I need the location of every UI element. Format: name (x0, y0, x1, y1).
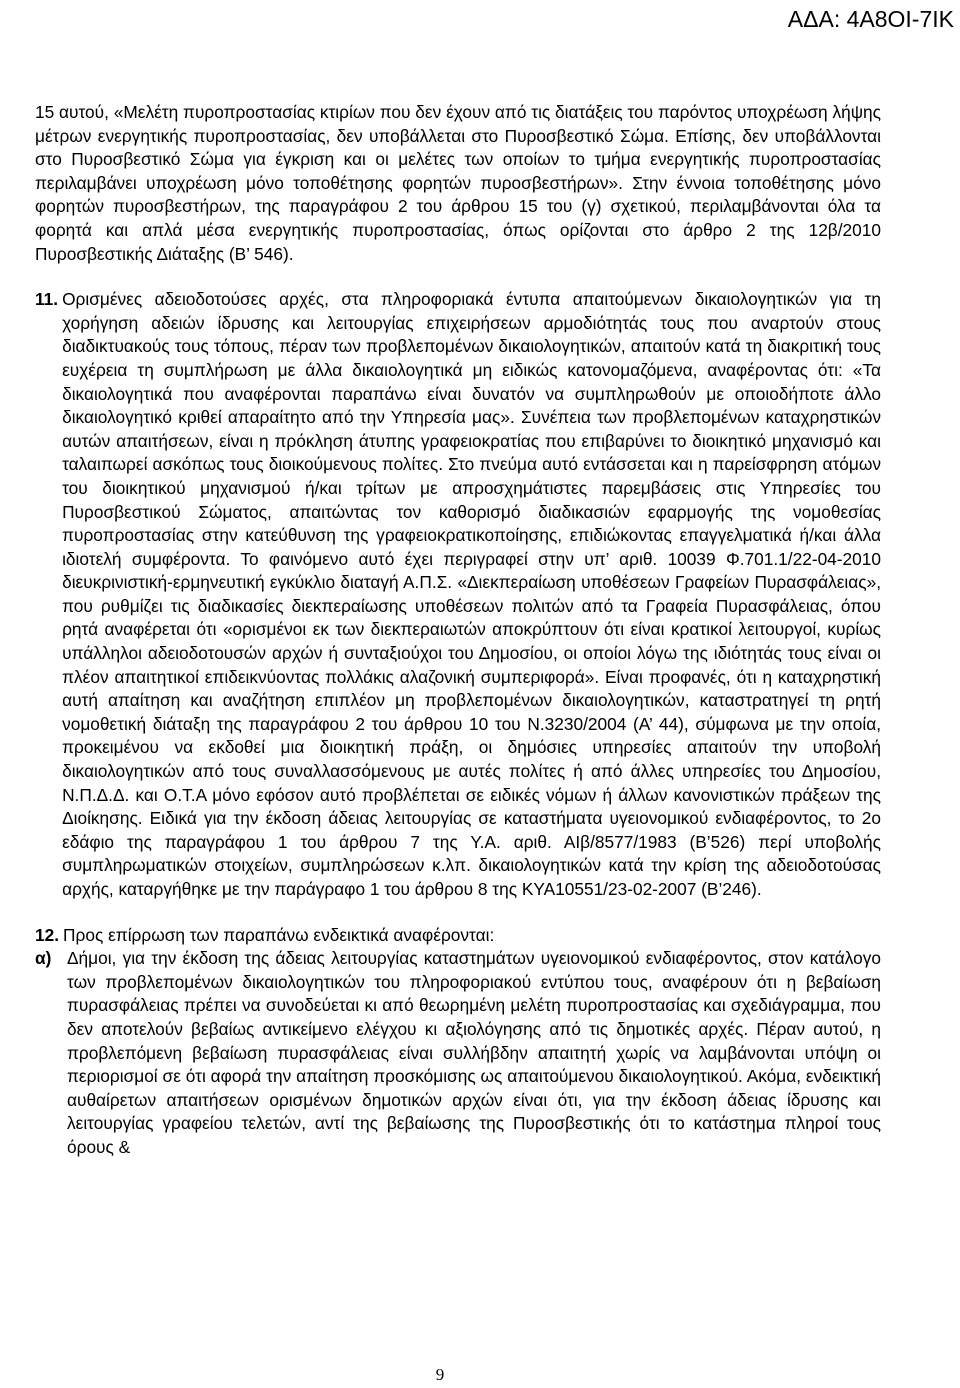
paragraph-12 (35, 924, 881, 1160)
page-number: 9 (435, 1365, 445, 1384)
sub-item-text: Δήμοι, για την έκδοση της άδειας λειτουργίας καταστημάτων υγειονομικού ενδιαφέροντος, στον κατάλογο των προβλεπομένων δικαιολογητικών του πληροφοριακού εντύπου τους, αναφέρουν ότι η βεβαίωση πυρασφάλειας πρέπει να συνοδεύεται κι από θεωρημένη μελέτη πυροπροστασίας και σχεδιάγραμμα, που δεν αποτελούν βεβαίως αντικείμενο ελέγχου κι αξιολόγησης από τις δημοτικές αρχές. Πέραν αυτού, η προβλεπόμενη βεβαίωση πυρασφάλειας είναι συλλήβδην απαιτητή χωρίς να λαμβάνονται υπόψη οι περιορισμοί σε ότι αφορά την απαίτηση προσκόμισης ως απαιτούμενου δικαιολογητικού. Ακόμα, ενδεικτική αυθαίρετων απαιτήσεων ορισμένων δημοτικών αρχών είναι ότι, για την έκδοση άδειας ίδρυσης και λειτουργίας γραφείου τελετών, αντί της βεβαίωσης της Πυροσβεστικής ότι το κατάστημα πληροί τους όρους & (67, 948, 881, 1157)
paragraph-12-intro (35, 924, 881, 948)
paragraph-continuation: 15 αυτού, «Μελέτη πυροπροστασίας κτιρίων που δεν έχουν από τις διατάξεις του παρόντος υποχρέωση λήψης μέτρων ενεργητικής πυροπροστασίας, δεν υποβάλλεται στο Πυροσβεστικό Σώμα. Επίσης, δεν υποβάλλονται στο Πυροσβεστικό Σώμα για έγκριση και οι μελέτες των οποίων το τμήμα ενεργητικής πυροπροστασίας περιλαμβάνει υποχρέωση μόνο τοποθέτησης φορητών πυροσβεστήρων». Στην έννοια τοποθέτησης μόνο φορητών πυροσβεστήρων, της παραγράφου 2 του άρθρου 15 του (γ) σχετικού, περιλαμβάνονται όλα τα φορητά και απλά μέσα ενεργητικής πυροπροστασίας, όπως ορίζονται στο άρθρο 2 της 12β/2010 Πυροσβεστικής Διάταξης (Β’ 546). (35, 102, 881, 264)
sub-item-a (35, 947, 881, 1159)
paragraph-number: 11. (35, 289, 59, 310)
paragraph-11 (35, 288, 881, 901)
document-body (35, 101, 881, 1160)
paragraph-number: 12. (35, 924, 60, 945)
ada-code: ΑΔΑ: 4Α8ΟΙ-7ΙΚ (787, 6, 954, 32)
sub-item-label: α) (35, 948, 52, 969)
paragraph-text: Προς επίρρωση των παραπάνω ενδεικτικά αναφέρονται: (63, 924, 495, 945)
paragraph-text: Ορισμένες αδειοδοτούσες αρχές, στα πληροφοριακά έντυπα απαιτούμενων δικαιολογητικών για τη χορήγηση αδειών ίδρυσης και λειτουργίας επιχειρήσεων αρμοδιότητάς τους που αναρτούν στους διαδικτυακούς τους τόπους, πέραν των προβλεπομένων δικαιολογητικών, απαιτούν κατά τη διακριτική τους ευχέρεια τη συμπλήρωση με άλλα δικαιολογητικά μη ειδικώς κατονομαζόμενα, αναφέροντας ότι: «Τα δικαιολογητικά που αναφέρονται παραπάνω είναι δυνατόν να συμπληρωθούν με οποιοδήποτε άλλο δικαιολογητικό κριθεί απαραίτητο από την Υπηρεσία μας». Συνέπεια των προβλεπομένων καταχρηστικών αυτών απαιτήσεων, είναι η πρόκληση άτυπης γραφειοκρατίας που επιβαρύνει το διοικητικό μηχανισμό και ταλαιπωρεί ασκόπως τους διοικούμενους πολίτες. Στο πνεύμα αυτό εντάσσεται και η παρείσφρηση ατόμων του διοικητικού μηχανισμού ή/και τρίτων με απροσχημάτιστες παρεμβάσεις στις Υπηρεσίες του Πυροσβεστικού Σώματος, απαιτώντας τον καθορισμό διαδικασιών εφαρμογής της νομοθεσίας πυροπροστασίας στην κατεύθυνση της γραφειοκρατικοποίησης, επιδιώκοντας επαγγελματικά ή/και άλλα ιδιοτελή συμφέροντα. Το φαινόμενο αυτό έχει περιγραφεί στην υπ’ αριθ. 10039 Φ.701.1/22-04-2010 διευκρινιστική-ερμηνευτική εγκύκλιο διαταγή Α.Π.Σ. «Διεκπεραίωση υποθέσεων Γραφείων Πυρασφάλειας», που ρυθμίζει τις διαδικασίες διεκπεραίωσης υποθέσεων πολιτών από τα Γραφεία Πυρασφάλειας, όπου ρητά αναφέρεται ότι «ορισμένοι εκ των διεκπεραιωτών αποκρύπτουν ότι είναι κρατικοί λειτουργοί, κυρίως υπάλληλοι αδειοδοτουσών αρχών ή συνταξιούχοι του Δημοσίου, οι οποίοι λόγω της ιδιότητάς τους είναι οι πλέον απαιτητικοί επιδεικνύοντας πολλάκις αλαζονική συμπεριφορά». Είναι προφανές, ότι η καταχρηστική αυτή απαίτηση και αναζήτηση επιπλέον μη προβλεπομένων δικαιολογητικών, καταστρατηγεί τη ρητή νομοθετική διάταξη της παραγράφου 2 του άρθρου 10 του Ν.3230/2004 (Α’ 44), σύμφωνα με την οποία, προκειμένου να εκδοθεί μια διοικητική πράξη, οι δημόσιες υπηρεσίες απαιτούν την υποβολή δικαιολογητικών από τους συναλλασσόμενους με αυτές πολίτες ή από άλλες υπηρεσίες του Δημοσίου, Ν.Π.Δ.Δ. και Ο.Τ.Α μόνο εφόσον αυτό προβλέπεται σε ειδικές νόμων ή άλλων κανονιστικών πράξεων της Διοίκησης. Ειδικά για την έκδοση άδειας λειτουργίας σε καταστήματα υγειονομικού ενδιαφέροντος, το 2ο εδάφιο της παραγράφου 1 του άρθρου 7 της Υ.Α. αριθ. ΑΙβ/8577/1983 (Β’526) περί υποβολής συμπληρωματικών στοιχείων, συμπληρώσεων κ.λπ. δικαιολογητικών κατά την κρίση της αδειοδοτούσας αρχής, καταργήθηκε με την παράγραφο 1 του άρθρου 8 της ΚΥΑ10551/23-02-2007 (Β’246). (62, 289, 881, 899)
